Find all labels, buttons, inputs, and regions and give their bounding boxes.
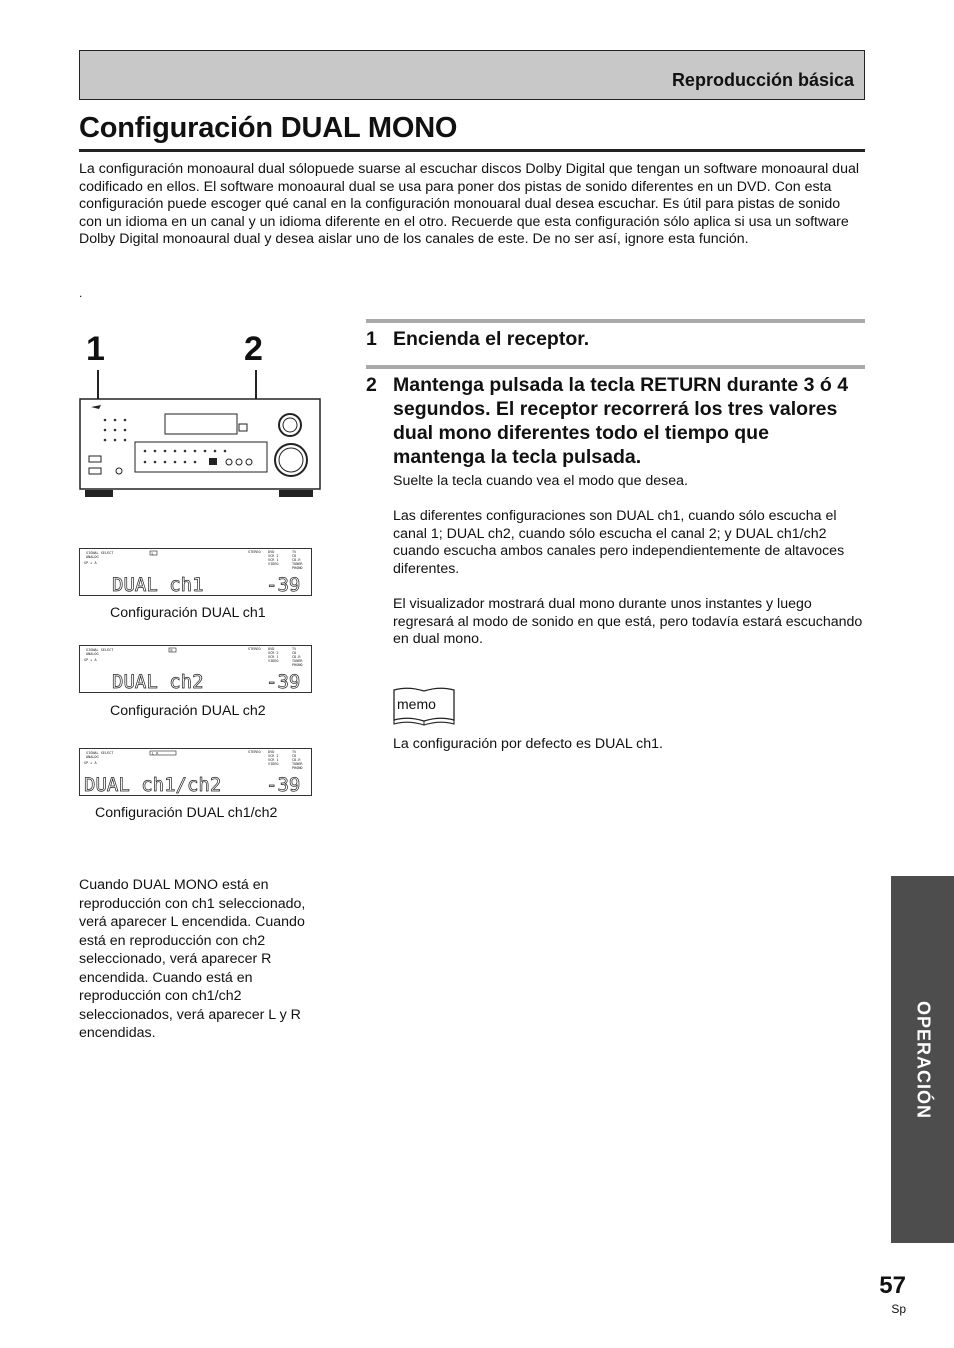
channel-indicator: L (151, 551, 154, 556)
step-2-paragraph-2: Las diferentes configuraciones son DUAL ch1, cuando sólo escucha el canal 1; DUAL ch2, cuando sólo escucha el canal 2; y DUAL ch1/ch2 cuando escucha ambos canales pero independientemente de altavoces diferentes. (393, 508, 845, 577)
display-dual-ch2 (79, 645, 312, 693)
title-rule (79, 149, 865, 152)
svg-text:TV: TV (292, 647, 297, 651)
side-tab-operacion (891, 876, 954, 1243)
step-1-text: Encienda el receptor. (393, 328, 590, 350)
display-dual-ch1 (79, 548, 312, 596)
channel-indicator: R (170, 648, 173, 653)
step-2-paragraph-1: Suelte la tecla cuando vea el modo que desea. (393, 473, 688, 489)
svg-text:VCR 2: VCR 2 (268, 754, 279, 758)
svg-text:SP ▸ A: SP ▸ A (84, 658, 97, 662)
svg-text:VCR 1: VCR 1 (268, 655, 279, 659)
svg-text:SIGNAL SELECT: SIGNAL SELECT (86, 751, 114, 755)
step-2-paragraph-3: El visualizador mostrará dual mono durante unos instantes y luego regresará al modo de sonido en que está, pero todavía estará escuchando en dual mono. (393, 596, 863, 648)
display-text-dual-ch2: DUAL ch2 (112, 671, 204, 692)
svg-text:PHONO: PHONO (292, 663, 303, 667)
svg-text:TUNER: TUNER (292, 562, 303, 566)
memo-text: La configuración por defecto es DUAL ch1. (393, 736, 663, 752)
section-label: Reproducción básica (671, 70, 854, 90)
step-2-text: Mantenga pulsada la tecla RETURN durante 3 ó 4 segundos. El receptor recorrerá los tres valores dual mono diferentes todo el tiempo que mantenga la tecla pulsada. (393, 374, 849, 468)
display-level: -39 (266, 574, 301, 595)
display-panel-graphic (80, 549, 311, 595)
receiver-front-panel-illustration (79, 398, 321, 498)
caption-dual-ch2: Configuración DUAL ch2 (110, 703, 266, 719)
svg-text:ANALOG: ANALOG (86, 652, 99, 656)
svg-text:VCR 2: VCR 2 (268, 651, 279, 655)
svg-text:PHONO: PHONO (292, 566, 303, 570)
svg-text:DVD: DVD (268, 550, 275, 554)
svg-text:CD: CD (292, 554, 297, 558)
display-dual-ch1-ch2 (79, 748, 312, 796)
svg-text:TUNER: TUNER (292, 762, 303, 766)
svg-text:DVD: DVD (268, 647, 275, 651)
svg-text:STEREO: STEREO (248, 550, 261, 554)
svg-text:VCR 1: VCR 1 (268, 558, 279, 562)
display-text-dual-ch1-ch2: DUAL ch1/ch2 (84, 774, 222, 795)
svg-text:SP ▸ A: SP ▸ A (84, 761, 97, 765)
svg-text:CD-R: CD-R (292, 558, 301, 562)
svg-text:STEREO: STEREO (248, 750, 261, 754)
display-panel-graphic (80, 749, 311, 795)
svg-text:CD-R: CD-R (292, 655, 301, 659)
svg-text:VIDEO: VIDEO (268, 762, 279, 766)
section-header-bar (79, 50, 865, 100)
memo-book-icon (392, 686, 456, 728)
svg-text:SIGNAL SELECT: SIGNAL SELECT (86, 551, 114, 555)
svg-text:CD: CD (292, 651, 297, 655)
svg-text:CD-R: CD-R (292, 758, 301, 762)
memo-label: memo (397, 696, 436, 712)
step-1-rule (366, 319, 865, 323)
svg-text:DVD: DVD (268, 750, 275, 754)
caption-dual-ch1: Configuración DUAL ch1 (110, 605, 266, 621)
channel-indicator: L R (152, 751, 159, 756)
channel-indicator-note: Cuando DUAL MONO está en reproducción con ch1 seleccionado, verá aparecer L encendida. Cuando está en reproducción con ch2 seleccionado, verá aparecer R encendida. Cuando está en reproducción con ch1/ch2 seleccionados, verá aparecer L y R encendidas. (79, 877, 306, 1041)
svg-text:VCR 1: VCR 1 (268, 758, 279, 762)
svg-text:CD: CD (292, 754, 297, 758)
page-language: Sp (891, 1302, 906, 1316)
callout-1: 1 (86, 330, 105, 368)
svg-text:ANALOG: ANALOG (86, 555, 99, 559)
svg-text:VCR 2: VCR 2 (268, 554, 279, 558)
svg-text:TV: TV (292, 550, 297, 554)
svg-text:VIDEO: VIDEO (268, 659, 279, 663)
step-1-number: 1 (366, 328, 377, 350)
step-2 (366, 373, 866, 469)
svg-text:VIDEO: VIDEO (268, 562, 279, 566)
svg-text:SP ▸ A: SP ▸ A (84, 561, 97, 565)
side-tab-label: OPERACIÓN (913, 1000, 933, 1119)
display-level: -39 (266, 774, 301, 795)
stray-dot: . (79, 286, 83, 300)
svg-text:SIGNAL SELECT: SIGNAL SELECT (86, 648, 114, 652)
caption-dual-ch1-ch2: Configuración DUAL ch1/ch2 (95, 805, 278, 821)
svg-text:TUNER: TUNER (292, 659, 303, 663)
page-title: Configuración DUAL MONO (79, 112, 458, 144)
display-level: -39 (266, 671, 301, 692)
svg-text:TV: TV (292, 750, 297, 754)
callout-2: 2 (244, 330, 263, 368)
svg-text:STEREO: STEREO (248, 647, 261, 651)
svg-text:PHONO: PHONO (292, 766, 303, 770)
display-text-dual-ch1: DUAL ch1 (112, 574, 204, 595)
intro-paragraph: La configuración monoaural dual sólopuede suarse al escuchar discos Dolby Digital que tengan un software monoaural dual codificado en ellos. El software monoaural dual se usa para poner dos pistas de sonido diferentes en un DVD. Con esta configuración puede escoger qué canal en la configuración monouaral dual desea escuchar. Es útil para pistas de sonido con un idioma en un canal y un idioma diferente en el otro. Recuerde que esta configuración sólo aplica si usa un software Dolby Digital monoaural dual y desea aislar uno de los canales de este. De no ser así, ignore esta función. (79, 161, 860, 248)
step-2-number: 2 (366, 374, 377, 396)
display-panel-graphic (80, 646, 311, 692)
svg-text:ANALOG: ANALOG (86, 755, 99, 759)
page-number: 57 (879, 1272, 906, 1299)
step-1 (366, 327, 866, 351)
step-2-rule (366, 365, 865, 369)
